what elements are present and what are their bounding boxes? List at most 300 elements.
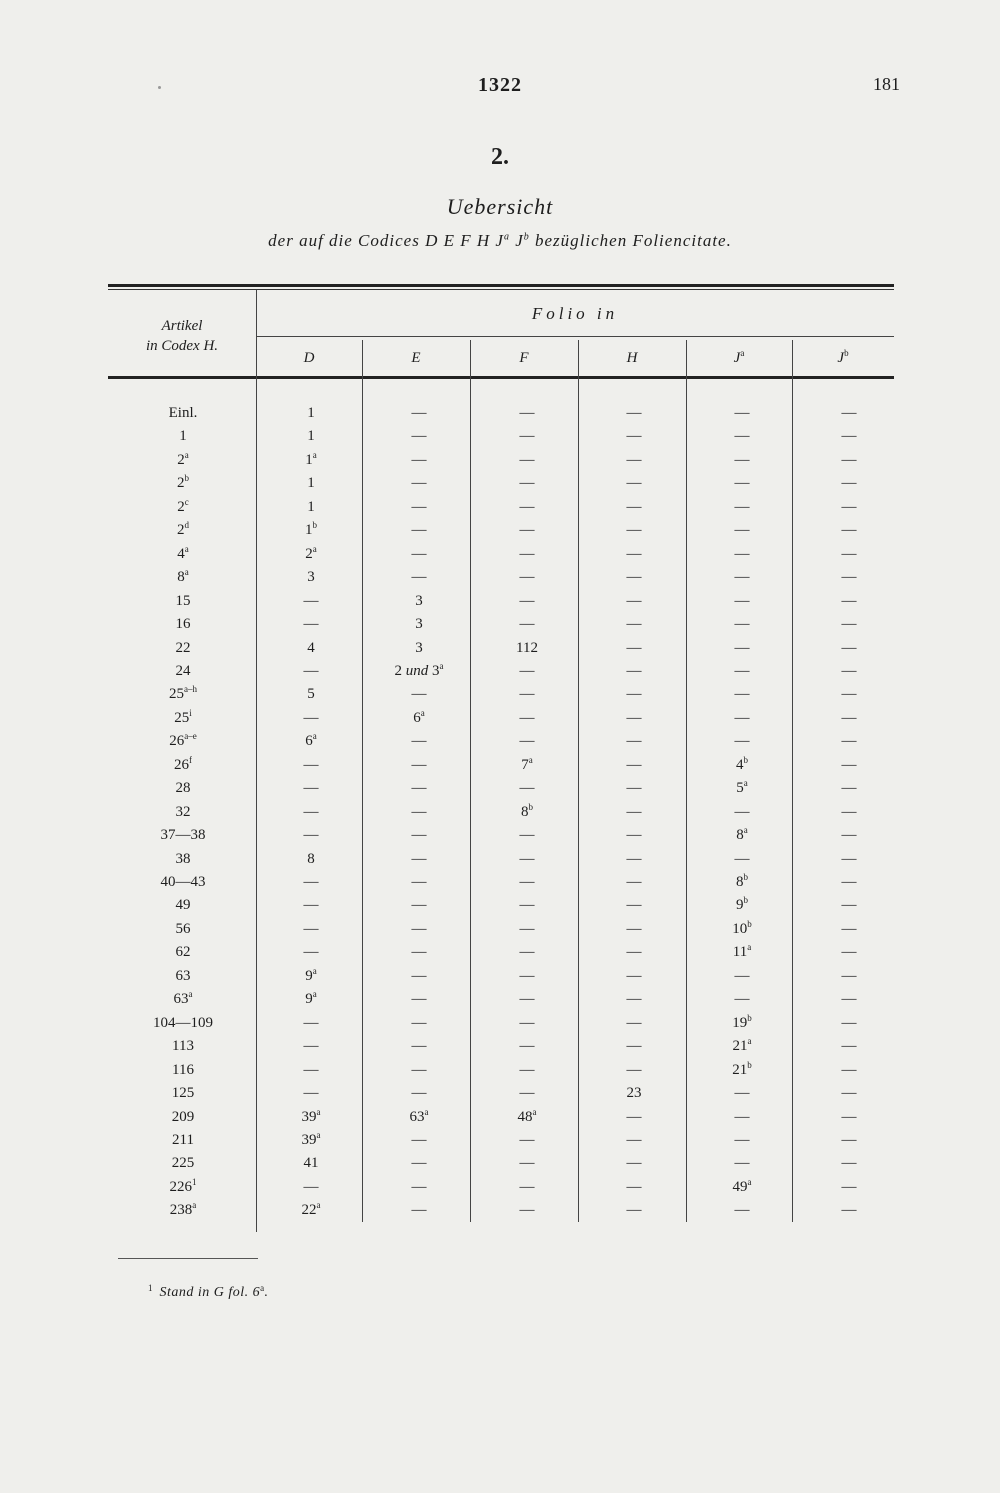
cell-value: —	[841, 709, 857, 726]
folio-cell	[789, 1055, 909, 1080]
cell-value: —	[841, 780, 857, 797]
table-row	[0, 1055, 1000, 1078]
cell-value: 63	[173, 991, 189, 1008]
column-header-letter: J	[733, 350, 741, 366]
cell-value: —	[303, 756, 319, 773]
artikel-cell	[123, 1008, 243, 1033]
cell-value: —	[841, 874, 857, 890]
cell-value: —	[519, 709, 535, 726]
cell-value: —	[519, 428, 535, 445]
table-row	[0, 773, 1000, 796]
column-header-3	[470, 348, 578, 367]
folio-cell	[359, 914, 479, 939]
folio-cell	[467, 797, 587, 822]
table-row	[0, 539, 1000, 562]
column-header-letter: D	[303, 350, 315, 366]
folio-cell	[467, 1031, 587, 1056]
folio-cell	[682, 656, 802, 681]
cell-value: —	[519, 827, 535, 844]
table-row	[0, 1102, 1000, 1125]
folio-cell	[574, 726, 694, 751]
folio-cell	[682, 867, 802, 892]
folio-cell	[359, 797, 479, 822]
cell-value: —	[734, 405, 750, 421]
cell-value: 37—38	[160, 827, 206, 844]
cell-value: —	[734, 545, 750, 562]
cell-superscript: a	[743, 825, 748, 836]
cell-value: 25	[169, 686, 184, 703]
cell-value: —	[519, 1014, 535, 1031]
artikel-cell	[123, 726, 243, 751]
running-head-year: 1322	[478, 74, 522, 96]
cell-value: —	[519, 498, 535, 515]
cell-value: —	[841, 1131, 857, 1148]
cell-value: —	[841, 405, 857, 421]
folio-cell	[789, 867, 909, 892]
folio-cell	[251, 984, 371, 1009]
table-row	[0, 914, 1000, 937]
folio-cell	[789, 562, 909, 587]
cell-superscript: a	[747, 942, 752, 953]
artikel-cell	[123, 1125, 243, 1150]
cell-superscript: b	[743, 872, 748, 882]
cell-value: 9	[305, 967, 313, 984]
cell-value: —	[626, 1131, 642, 1148]
cell-value: —	[734, 616, 750, 633]
folio-cell	[574, 562, 694, 587]
folio-cell	[467, 773, 587, 798]
cell-value: —	[626, 592, 642, 609]
cell-value: —	[841, 1178, 857, 1195]
folio-cell	[251, 937, 371, 962]
folio-cell	[682, 1008, 802, 1033]
cell-value: 225	[171, 1155, 195, 1172]
artikel-cell	[123, 562, 243, 587]
folio-header-rule	[256, 336, 894, 337]
folio-cell	[251, 726, 371, 751]
folio-cell	[574, 797, 694, 822]
folio-cell	[682, 586, 802, 611]
cell-value: —	[303, 1178, 319, 1195]
table-row	[0, 468, 1000, 491]
artikel-cell	[123, 586, 243, 611]
table-row	[0, 1195, 1000, 1218]
artikel-cell	[123, 937, 243, 962]
cell-value: —	[626, 1202, 642, 1219]
cell-value: 22	[175, 639, 191, 656]
folio-cell	[467, 867, 587, 892]
folio-cell	[574, 867, 694, 892]
folio-cell	[359, 867, 479, 892]
cell-value: —	[519, 733, 535, 750]
folio-cell	[682, 515, 802, 540]
artikel-cell	[123, 539, 243, 564]
cell-value: 238	[169, 1202, 193, 1219]
table-row	[0, 797, 1000, 820]
folio-cell	[467, 1125, 587, 1150]
folio-cell	[467, 539, 587, 564]
cell-value: —	[841, 686, 857, 703]
folio-cell	[467, 750, 587, 775]
column-header-letter: H	[626, 350, 638, 366]
section-number: 2.	[491, 144, 509, 170]
artikel-header-line1: Artikel	[161, 318, 203, 334]
folio-cell	[359, 1125, 479, 1150]
folio-cell	[359, 609, 479, 634]
cell-value: 21	[732, 1061, 748, 1078]
artikel-cell	[123, 679, 243, 704]
folio-cell	[251, 844, 371, 869]
cell-value: 8	[736, 874, 744, 890]
artikel-cell	[123, 398, 243, 423]
cell-value: 125	[171, 1085, 195, 1102]
cell-value: 4	[177, 545, 185, 562]
folio-cell	[359, 562, 479, 587]
folio-cell	[251, 1008, 371, 1033]
folio-cell	[359, 445, 479, 470]
artikel-cell	[123, 492, 243, 517]
cell-value: —	[519, 616, 535, 633]
cell-value: —	[519, 944, 535, 961]
cell-value: —	[303, 662, 319, 679]
cell-value: —	[841, 522, 857, 539]
table-row	[0, 703, 1000, 726]
cell-superscript: b	[184, 473, 189, 484]
cell-superscript: b	[747, 918, 752, 929]
cell-value: 1	[307, 428, 315, 445]
folio-cell	[251, 961, 371, 986]
cell-value: —	[519, 1085, 535, 1102]
table-row	[0, 890, 1000, 913]
folio-cell	[359, 773, 479, 798]
folio-cell	[789, 679, 909, 704]
cell-value: —	[303, 1061, 319, 1078]
cell-value: —	[519, 569, 535, 586]
folio-cell	[251, 468, 371, 493]
folio-cell	[682, 421, 802, 446]
folio-cell	[789, 1125, 909, 1150]
cell-value: —	[303, 592, 319, 609]
folio-cell	[682, 820, 802, 845]
cell-value: —	[841, 1061, 857, 1078]
cell-value: —	[626, 803, 642, 820]
folio-cell	[789, 421, 909, 446]
folio-cell	[251, 445, 371, 470]
folio-cell	[251, 1078, 371, 1103]
cell-value: —	[734, 639, 750, 656]
cell-value: 39	[301, 1108, 317, 1125]
cell-value: —	[411, 569, 427, 586]
cell-value: —	[734, 451, 750, 468]
cell-value: —	[519, 592, 535, 609]
cell-value: —	[411, 991, 427, 1008]
folio-cell	[574, 937, 694, 962]
folio-cell	[467, 609, 587, 634]
folio-cell	[467, 562, 587, 587]
cell-value: —	[626, 405, 642, 421]
table-row	[0, 679, 1000, 702]
table-row	[0, 609, 1000, 632]
artikel-cell	[123, 1102, 243, 1127]
cell-superscript: a–e	[184, 731, 197, 742]
cell-value: —	[411, 803, 427, 820]
folio-cell	[574, 468, 694, 493]
cell-value: —	[841, 803, 857, 820]
cell-value: —	[411, 850, 427, 867]
cell-value: 62	[175, 944, 191, 961]
cell-value: 3	[415, 616, 423, 633]
folio-cell	[359, 937, 479, 962]
cell-value: 8	[736, 827, 744, 844]
cell-value: —	[626, 850, 642, 867]
cell-value: —	[519, 991, 535, 1008]
cell-value: —	[303, 827, 319, 844]
folio-cell	[682, 492, 802, 517]
subtitle-sup-b: b	[523, 231, 530, 243]
cell-value: 63	[409, 1108, 425, 1125]
column-header-1	[256, 348, 362, 367]
cell-value: —	[411, 498, 427, 515]
folio-cell	[467, 820, 587, 845]
folio-cell	[467, 1195, 587, 1220]
cell-value: —	[519, 686, 535, 703]
folio-cell	[359, 421, 479, 446]
cell-value: —	[626, 686, 642, 703]
cell-value: 10	[732, 920, 748, 937]
folio-cell	[359, 633, 479, 658]
cell-superscript: a	[528, 754, 533, 765]
subtitle-sup-a: a	[503, 231, 510, 243]
folio-cell	[467, 586, 587, 611]
cell-value: —	[841, 639, 857, 656]
folio-cell	[467, 468, 587, 493]
cell-value: —	[626, 967, 642, 984]
cell-value: 56	[175, 920, 191, 937]
cell-value: —	[411, 1038, 427, 1055]
artikel-cell	[123, 515, 243, 540]
cell-superscript: a	[188, 989, 193, 1000]
cell-value: 24	[175, 662, 191, 679]
folio-cell	[789, 984, 909, 1009]
cell-value: 49	[175, 897, 191, 914]
column-header-6	[792, 348, 894, 367]
folio-cell	[789, 445, 909, 470]
table-row	[0, 984, 1000, 1007]
folio-cell	[251, 1031, 371, 1056]
cell-value: 6	[413, 709, 421, 726]
folio-cell	[789, 492, 909, 517]
table-row	[0, 656, 1000, 679]
folio-cell	[682, 961, 802, 986]
cell-value: —	[734, 709, 750, 726]
folio-cell	[574, 398, 694, 423]
cell-superscript: b	[743, 895, 748, 906]
table-header-rule	[108, 376, 894, 379]
folio-cell	[467, 421, 587, 446]
cell-superscript: a	[316, 1129, 321, 1140]
folio-cell	[574, 679, 694, 704]
folio-cell	[251, 679, 371, 704]
cell-value: —	[519, 545, 535, 562]
column-header-4	[578, 348, 686, 367]
cell-value: 63	[175, 967, 191, 984]
folio-cell	[251, 1055, 371, 1080]
folio-cell	[251, 586, 371, 611]
table-row	[0, 562, 1000, 585]
folio-cell	[789, 703, 909, 728]
folio-cell	[359, 1078, 479, 1103]
folio-cell	[574, 773, 694, 798]
cell-value: —	[626, 827, 642, 844]
artikel-cell	[123, 1195, 243, 1220]
cell-value: —	[411, 1085, 427, 1102]
artikel-cell	[123, 914, 243, 939]
folio-cell	[574, 1195, 694, 1220]
folio-cell	[467, 1055, 587, 1080]
cell-value: —	[626, 475, 642, 492]
cell-value: —	[734, 803, 750, 820]
table-row	[0, 820, 1000, 843]
cell-value: —	[626, 1061, 642, 1078]
cell-superscript: d	[184, 520, 189, 531]
cell-value: —	[626, 662, 642, 679]
folio-cell	[251, 820, 371, 845]
table-row	[0, 937, 1000, 960]
folio-cell	[574, 656, 694, 681]
cell-superscript: a	[420, 707, 425, 718]
folio-cell	[467, 1102, 587, 1127]
cell-value: —	[841, 897, 857, 914]
cell-value: —	[411, 920, 427, 937]
cell-superscript: b	[312, 520, 317, 531]
cell-value: 41	[303, 1155, 319, 1172]
folio-cell	[359, 1195, 479, 1220]
folio-cell	[682, 1078, 802, 1103]
cell-value: —	[841, 1202, 857, 1219]
cell-value: 1	[307, 405, 315, 421]
folio-cell	[359, 398, 479, 423]
cell-value: —	[411, 780, 427, 797]
cell-value: —	[303, 1014, 319, 1031]
cell-value: —	[411, 944, 427, 961]
folio-cell	[251, 750, 371, 775]
artikel-cell	[123, 1078, 243, 1103]
cell-value: 8	[177, 569, 185, 586]
cell-superscript: b	[528, 801, 533, 812]
folio-cell	[251, 515, 371, 540]
cell-superscript: b	[747, 1059, 752, 1070]
cell-value: —	[411, 428, 427, 445]
cell-value: —	[303, 874, 319, 890]
cell-value: 5	[307, 686, 315, 703]
folio-cell	[574, 633, 694, 658]
folio-cell	[682, 937, 802, 962]
folio-cell	[574, 961, 694, 986]
artikel-cell	[123, 421, 243, 446]
cell-value: —	[303, 1038, 319, 1055]
folio-cell	[789, 633, 909, 658]
artikel-header	[108, 316, 256, 356]
cell-value: 8	[521, 803, 529, 820]
folio-cell	[789, 844, 909, 869]
page-number: 181	[873, 74, 900, 94]
artikel-cell	[123, 633, 243, 658]
cell-value: —	[734, 498, 750, 515]
und-word: und	[405, 662, 429, 679]
folio-cell	[251, 914, 371, 939]
cell-value: 26	[169, 733, 185, 750]
folio-cell	[574, 844, 694, 869]
artikel-cell	[123, 609, 243, 634]
folio-cell	[467, 398, 587, 423]
folio-cell	[251, 609, 371, 634]
artikel-cell	[123, 867, 243, 892]
cell-value: 26	[174, 756, 189, 773]
folio-cell	[359, 515, 479, 540]
cell-value: —	[519, 874, 535, 890]
cell-value: —	[411, 897, 427, 914]
cell-value: 2	[177, 475, 185, 492]
table-row	[0, 398, 1000, 421]
folio-cell	[789, 750, 909, 775]
cell-value: —	[411, 1014, 427, 1031]
table-row	[0, 586, 1000, 609]
cell-value: —	[411, 545, 427, 562]
folio-cell	[574, 1125, 694, 1150]
cell-superscript: a	[312, 449, 317, 460]
cell-value: —	[841, 1014, 857, 1031]
cell-value: —	[519, 405, 535, 421]
folio-cell	[682, 797, 802, 822]
cell-value: —	[411, 967, 427, 984]
folio-cell	[251, 797, 371, 822]
folio-cell	[467, 515, 587, 540]
folio-cell	[359, 1031, 479, 1056]
cell-value: —	[734, 1108, 750, 1125]
folio-cell	[251, 890, 371, 915]
cell-value: —	[626, 639, 642, 656]
cell-value: —	[734, 475, 750, 492]
cell-value: —	[734, 569, 750, 586]
folio-cell	[574, 421, 694, 446]
folio-cell	[467, 1078, 587, 1103]
cell-value: 3	[415, 639, 423, 656]
cell-superscript: 1	[192, 1176, 197, 1187]
folio-cell	[251, 633, 371, 658]
cell-superscript: a	[312, 989, 317, 1000]
footnote-text: Stand in G fol. 6	[159, 1285, 261, 1300]
cell-value: —	[411, 1131, 427, 1148]
cell-value: 1	[179, 428, 187, 445]
folio-cell	[789, 1008, 909, 1033]
cell-value: —	[626, 897, 642, 914]
folio-cell	[682, 445, 802, 470]
folio-cell	[574, 1102, 694, 1127]
cell-value: —	[626, 780, 642, 797]
artikel-cell	[123, 984, 243, 1009]
folio-cell	[359, 984, 479, 1009]
cell-value: 1	[307, 498, 315, 515]
cell-value: 2	[177, 498, 185, 515]
cell-value: 15	[175, 592, 191, 609]
cell-value: —	[841, 850, 857, 867]
cell-value: 28	[175, 780, 191, 797]
cell-value: —	[734, 1155, 750, 1172]
cell-value: —	[626, 428, 642, 445]
artikel-cell	[123, 1031, 243, 1056]
folio-cell	[251, 492, 371, 517]
artikel-cell	[123, 1172, 243, 1197]
